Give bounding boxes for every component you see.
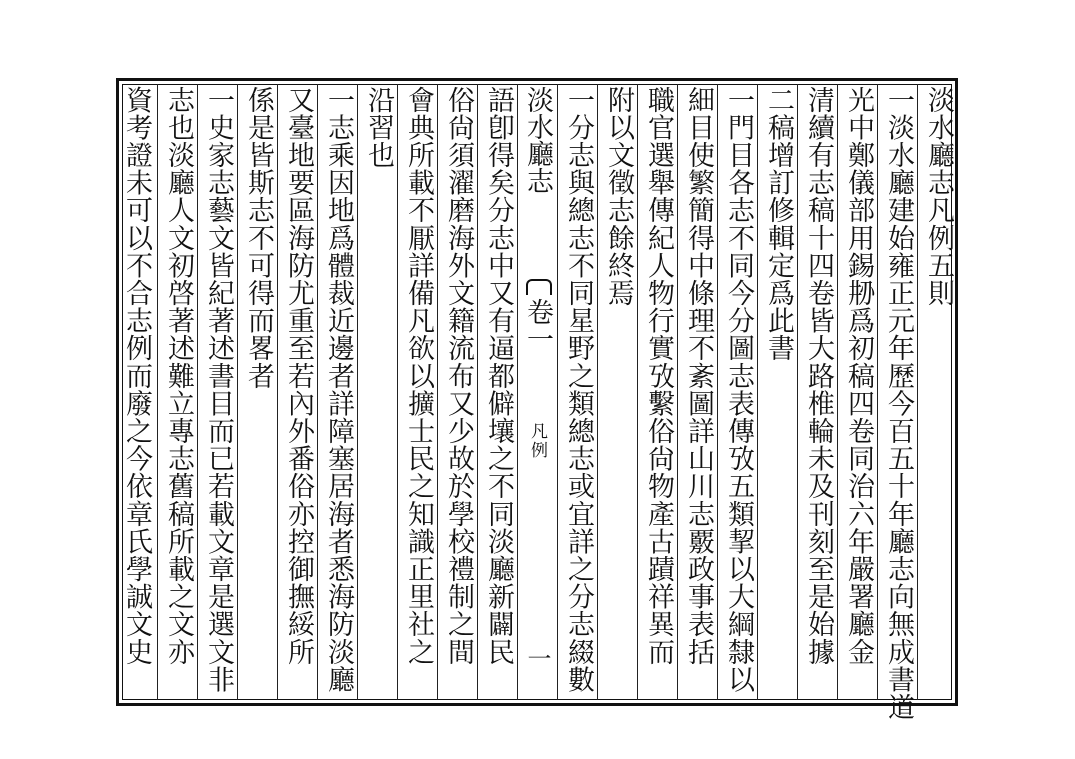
section-label: 凡例 [527,422,547,460]
text-column: 會典所載不厭詳備凡欲以擴士民之知識正里社之 [403,86,434,666]
text-column: 語卽得矣分志中又有逼都僻壤之不同淡廳新闢民 [483,86,514,666]
text-column: 附以文徵志餘終焉 [603,86,634,307]
fish-tail-mark [526,279,552,295]
book-title: 淡水廳志 [522,86,553,194]
text-column: 沿習也 [363,86,394,169]
text-column: 一史家志藝文皆紀著述書目而已若載文章是選文非 [203,86,234,694]
text-column: 一分志與總志不同星野之類總志或宜詳之分志綴數 [563,86,594,694]
page-number: 一 [523,646,551,670]
text-column: 一淡水廳建始雍正元年歷今百五十年廳志向無成書道 [883,86,914,721]
volume-label: 卷一 [522,298,553,352]
text-column: 光中鄭儀部用錫刱爲初稿四卷同治六年嚴署廳金 [843,86,874,666]
text-column: 資考證未可以不合志例而廢之今依章氏學誠文史 [121,86,152,666]
text-column: 志也淡廳人文初啓著述難立專志舊稿所載之文亦 [163,86,194,666]
text-column: 細目使繁簡得中條理不紊圖詳山川志覈政事表括 [683,86,714,666]
text-column: 一門目各志不同今分圖志表傳攷五類挈以大綱隸以 [723,86,754,694]
center-fold-column [518,86,556,696]
text-column: 清續有志稿十四卷皆大路椎輪未及刊刻至是始據 [803,86,834,666]
text-column: 俗尙須濯磨海外文籍流布又少故於學校禮制之間 [443,86,474,666]
text-column: 一志乘因地爲體裁近邊者詳障塞居海者悉海防淡廳 [323,86,354,694]
text-column: 二稿增訂修輯定爲此書 [763,86,794,362]
text-column: 又臺地要區海防尤重至若內外番俗亦控御撫綏所 [283,86,314,666]
text-column: 係是皆斯志不可得而畧者 [243,86,274,390]
page-title: 淡水廳志凡例五則 [923,86,954,307]
text-column: 職官選舉傳紀人物行實攷繫俗尙物產古蹟祥異而 [643,86,674,666]
